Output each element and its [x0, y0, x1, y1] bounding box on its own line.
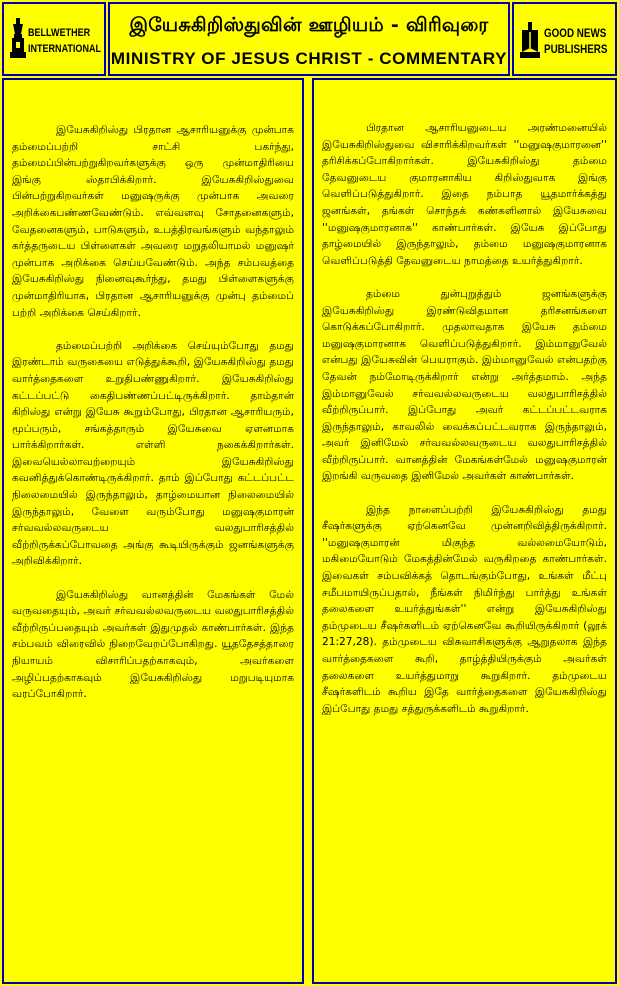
paragraph: தம்மைப்பற்றி அறிக்கை செய்யும்போது தமது இரண்டாம் வருகையை எடுத்துக்கூறி, இயேசுகிறிஸ்து தமது வார்த்தைகளை உறுதிபண்ணுகிறார். இயேசுகிறிஸ்து கட்டப்பட்டு கைதிபண்ணப்பட்டிருக்கிறார். தாம்தான் கிறிஸ்து என்று இயேசு கூறும்போது, பிரதான ஆசாரியரும், மூப்பரும், சங்கத்தாரும் இயேசுவை ஏளனமாக பார்க்கிறார்கள். எள்ளி நகைக்கிறார்கள். இவையெல்லாவற்றையும் இயேசுகிறிஸ்து கவனித்துக்கொண்டிருக்கிறார். தாம் இப்போது கட்டப்பட்ட நிலைமையில் இருந்தாலும், தாழ்மையான நிலைமையில் இருந்தாலும், வேளை வரும்போது மனுஷகுமாரன் சர்வவல்லவருடைய வலதுபாரிசத்தில் வீற்றிருக்கப்போவதை அங்கு கூடியிருக்கும் ஜனங்களுக்கு அறிவிக்கிறார்.: [12, 339, 294, 568]
right-column-text: [322, 120, 607, 734]
left-column-text: [12, 122, 294, 719]
page-title-box: [108, 2, 510, 76]
open-book-icon: [520, 22, 540, 58]
good-news-line2: PUBLISHERS: [544, 42, 608, 56]
paragraph: இயேசுகிறிஸ்து வானத்தின் மேகங்கள் மேல் வருவதையும், அவர் சர்வவல்லவருடைய வலதுபாரிசத்தில் வீற்றிருப்பதையும் அவர்கள் இதுமுதல் காண்பார்கள். இந்த சம்பவம் விரைவில் நிறைவேறப்போகிறது. யூததேசத்தாரை நியாயம் விசாரிப்பதற்காகவும், அவர்களை அழிப்பதற்காகவும் இயேசுகிறிஸ்து மறுபடியுமாக வரப்போகிறார்.: [12, 588, 294, 701]
bellwether-line2: INTERNATIONAL: [28, 43, 101, 55]
good-news-logo: [512, 2, 617, 76]
good-news-line1: GOOD NEWS: [544, 26, 607, 40]
title-tamil: இயேசுகிறிஸ்துவின் ஊழியம் - விரிவுரை: [129, 14, 489, 36]
bellwether-line1: BELLWETHER: [28, 27, 91, 39]
bellwether-logo: [2, 2, 106, 76]
paragraph: பிரதான ஆசாரியனுடைய அரண்மனையில் இயேசுகிறிஸ்துவை விசாரிக்கிறவர்கள் ''மனுஷகுமாரனை'' தரிசிக்கப்போகிறார்கள். இயேசுகிறிஸ்து தம்மை தேவனுடைய குமாரனாகிய கிறிஸ்துவாக இங்கு வெளிப்படுத்துகிறார். இதை நம்பாத யூதமார்க்கத்து ஜனங்கள், தங்கள் சொந்தக் கண்களினால் இயேசுவை ''மனுஷகுமாரனாக'' காண்பார்கள். இயேசு இப்போது தாழ்மையில் இருந்தாலும், தம்மை மனுஷகுமாரனாக வெளிப்படுத்தி தேவனுடைய நாமத்தை உயர்த்துகிறார்.: [322, 122, 607, 267]
paragraph: தம்மை துன்புறுத்தும் ஜனங்களுக்கு இயேசுகிறிஸ்து இரண்டுவிதமான தரிசனங்களை கொடுக்கப்போகிறார். முதலாவதாக இயேசு தம்மை மனுஷகுமாரனாக வெளிப்படுத்துகிறார். இம்மானுவேல் என்பது இயேசுவின் பெயராகும். இம்மானுவேல் என்பதற்கு தேவன் நம்மோடிருக்கிறார் என்று அர்த்தமாம். அந்த இம்மானுவேல் சர்வவல்லவருடைய வலதுபாரிசத்தில் வீற்றிருப்பார். இப்போது அவர் கட்டப்பட்டவராக இருந்தாலும், காவலில் வைக்கப்பட்டவராக இருந்தாலும், அவர் இனிமேல் சர்வவல்லவருடைய வலதுபாரிசத்தில் வீற்றிருப்பார். வானத்தின் மேகங்கள்மேல் மனுஷகுமாரன் இறங்கி வருவதை இனிமேல் அவர்கள் காண்பார்கள்.: [322, 287, 607, 483]
paragraph: இந்த நாளைப்பற்றி இயேசுகிறிஸ்து தமது சீஷர்களுக்கு ஏற்கெனவே முன்னறிவித்திருக்கிறார். ''மனுஷகுமாரன் மிகுந்த வல்லமையோடும், மகிமையோடும் மேகத்தின்மேல் வருகிறதை காண்பார்கள். இவைகள் சம்பவிக்கத் தொடங்கும்போது, உங்கள் மீட்பு சமீபமாயிருப்பதால், நீங்கள் நிமிர்ந்து பார்த்து உங்கள் தலைகளை உயர்த்துங்கள்'' என்று இயேசுகிறிஸ்து தம்முடைய சீஷர்களிடம் ஏற்கெனவே கூறியிருக்கிறார் (லூக் 21:27,28). தம்முடைய விசுவாசிகளுக்கு ஆறுதலாக இந்த வார்த்தைகளை கூறி, தாழ்த்தியிருக்கும் அவர்கள் தலைகளை உயர்த்துமாறு கூறுகிறார். தம்முடைய சீஷர்களிடம் கூறிய இதே வார்த்தைகளை இயேசுகிறிஸ்து இப்போது தமது சத்துருக்களிடம் கூறுகிறார்.: [322, 503, 607, 715]
paragraph: இயேசுகிறிஸ்து பிரதான ஆசாரியனுக்கு முன்பாக தம்மைப்பற்றி சாட்சி பகர்ந்து, தம்மைப்பின்பற்றுகிறவர்களுக்கு ஒரு முன்மாதிரியை இங்கு ஸ்தாபிக்கிறார். இயேசுகிறிஸ்துவை பின்பற்றுகிறவர்கள் மனுஷருக்கு முன்பாக அவரை அறிக்கைபண்ணவேண்டும். எவ்வளவு சோதனைகளும், வேதனைகளும், பாடுகளும், உபத்திரவங்களும் வந்தாலும் கர்த்தருடைய பிள்ளைகள் அவரை மறுதலியாமல் மனுஷர் முன்பாக அறிக்கை செய்யவேண்டும். அந்த சம்பவத்தை இயேசுகிறிஸ்து நினைவுகூர்ந்து, தமது பிள்ளைகளுக்கு முன்மாதிரியாக, பிரதான ஆசாரியனுக்கு முன்பு தம்மைப் பற்றி அறிக்கை செய்கிறார்.: [12, 124, 294, 319]
bellwether-tower-icon: [10, 18, 26, 58]
right-column: [312, 78, 617, 984]
title-english: MINISTRY OF JESUS CHRIST - COMMENTARY: [110, 49, 508, 68]
left-column: [2, 78, 304, 984]
